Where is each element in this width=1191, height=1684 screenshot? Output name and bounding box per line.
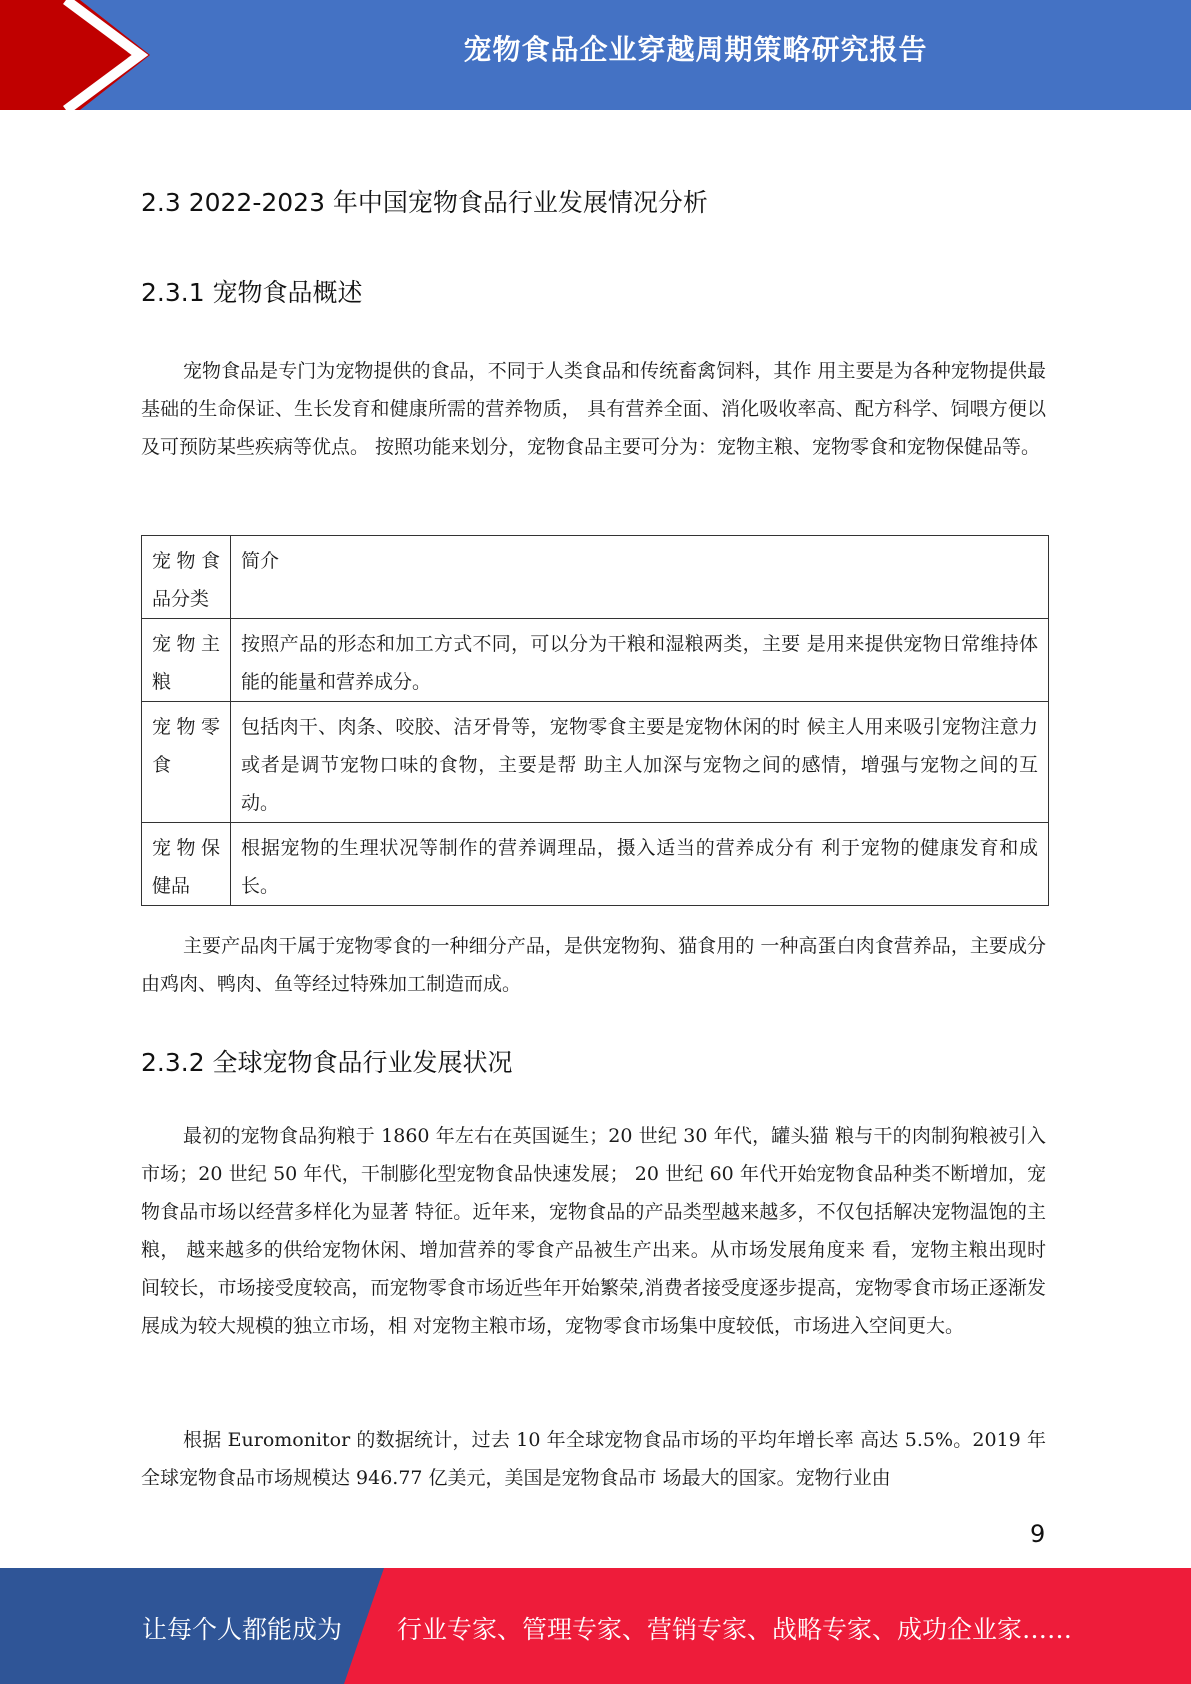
- footer-banner: [0, 1568, 1191, 1684]
- report-title: 宠物食品企业穿越周期策略研究报告: [463, 33, 928, 66]
- paragraph-global-history: 最初的宠物食品狗粮于 1860 年左右在英国诞生；20 世纪 30 年代，罐头猫 粮与干的肉制狗粮被引入市场；20 世纪 50 年代，干制膨化型宠物食品快速发展； 20 世纪 60 年代开始宠物食品种类不断增加，宠物食品市场以经营多样化为显著 特征。近年来，宠物食品的产品类型越来越多，不仅包括解决宠物温饱的主粮， 越来越多的供给宠物休闲、增加营养的零食产品被生产出来。从市场发展角度来 看，宠物主粮出现时间较长，市场接受度较高，而宠物零食市场近些年开始繁荣,消费者接受度逐步提高，宠物零食市场正逐渐发展成为较大规模的独立市场，相 对宠物主粮市场，宠物零食市场集中度较低，市场进入空间更大。: [141, 1125, 1046, 1337]
- table-cell-category: 宠物零食: [142, 702, 231, 823]
- table-cell-category: 宠物主粮: [142, 619, 231, 702]
- paragraph-jerky-product: 主要产品肉干属于宠物零食的一种细分产品，是供宠物狗、猫食用的 一种高蛋白肉食营养品，主要成分由鸡肉、鸭肉、鱼等经过特殊加工制造而成。: [141, 935, 1046, 995]
- header-banner: [0, 0, 1191, 110]
- footer-slogan-left: 让每个人都能成为: [142, 1615, 343, 1644]
- table-cell-intro: 根据宠物的生理状况等制作的营养调理品，摄入适当的营养成分有 利于宠物的健康发育和成长。: [231, 823, 1049, 906]
- section-2-3-1-heading: 2.3.1 宠物食品概述: [141, 278, 363, 307]
- table-header-row: [142, 536, 1049, 619]
- page-number: 9: [1030, 1520, 1046, 1548]
- paragraph-pet-food-overview: 宠物食品是专门为宠物提供的食品，不同于人类食品和传统畜禽饲料，其作 用主要是为各种宠物提供最基础的生命保证、生长发育和健康所需的营养物质， 具有营养全面、消化吸收率高、配方科学、饲喂方便以及可预防某些疾病等优点。 按照功能来划分，宠物食品主要可分为：宠物主粮、宠物零食和宠物保健品等。: [141, 360, 1046, 458]
- table-row: [142, 823, 1049, 906]
- table-header-intro: 简介: [231, 536, 1049, 619]
- footer-slogan-right: 行业专家、管理专家、营销专家、战略专家、成功企业家……: [397, 1615, 1073, 1644]
- pet-food-category-table: [141, 535, 1049, 906]
- table-cell-intro: 包括肉干、肉条、咬胶、洁牙骨等，宠物零食主要是宠物休闲的时 候主人用来吸引宠物注意力或者是调节宠物口味的食物，主要是帮 助主人加深与宠物之间的感情，增强与宠物之间的互动。: [231, 702, 1049, 823]
- table-header-category: 宠物食品分类: [142, 536, 231, 619]
- section-2-3-2-heading: 2.3.2 全球宠物食品行业发展状况: [141, 1048, 513, 1077]
- section-2-3-heading: 2.3 2022-2023 年中国宠物食品行业发展情况分析: [141, 188, 708, 217]
- table-row: [142, 702, 1049, 823]
- table-cell-category: 宠物保健品: [142, 823, 231, 906]
- table-row: [142, 619, 1049, 702]
- paragraph-euromonitor-stats: 根据 Euromonitor 的数据统计，过去 10 年全球宠物食品市场的平均年增长率 高达 5.5%。2019 年全球宠物食品市场规模达 946.77 亿美元，美国是宠物食品市 场最大的国家。宠物行业由: [141, 1429, 1046, 1489]
- table-cell-intro: 按照产品的形态和加工方式不同，可以分为干粮和湿粮两类，主要 是用来提供宠物日常维持体能的能量和营养成分。: [231, 619, 1049, 702]
